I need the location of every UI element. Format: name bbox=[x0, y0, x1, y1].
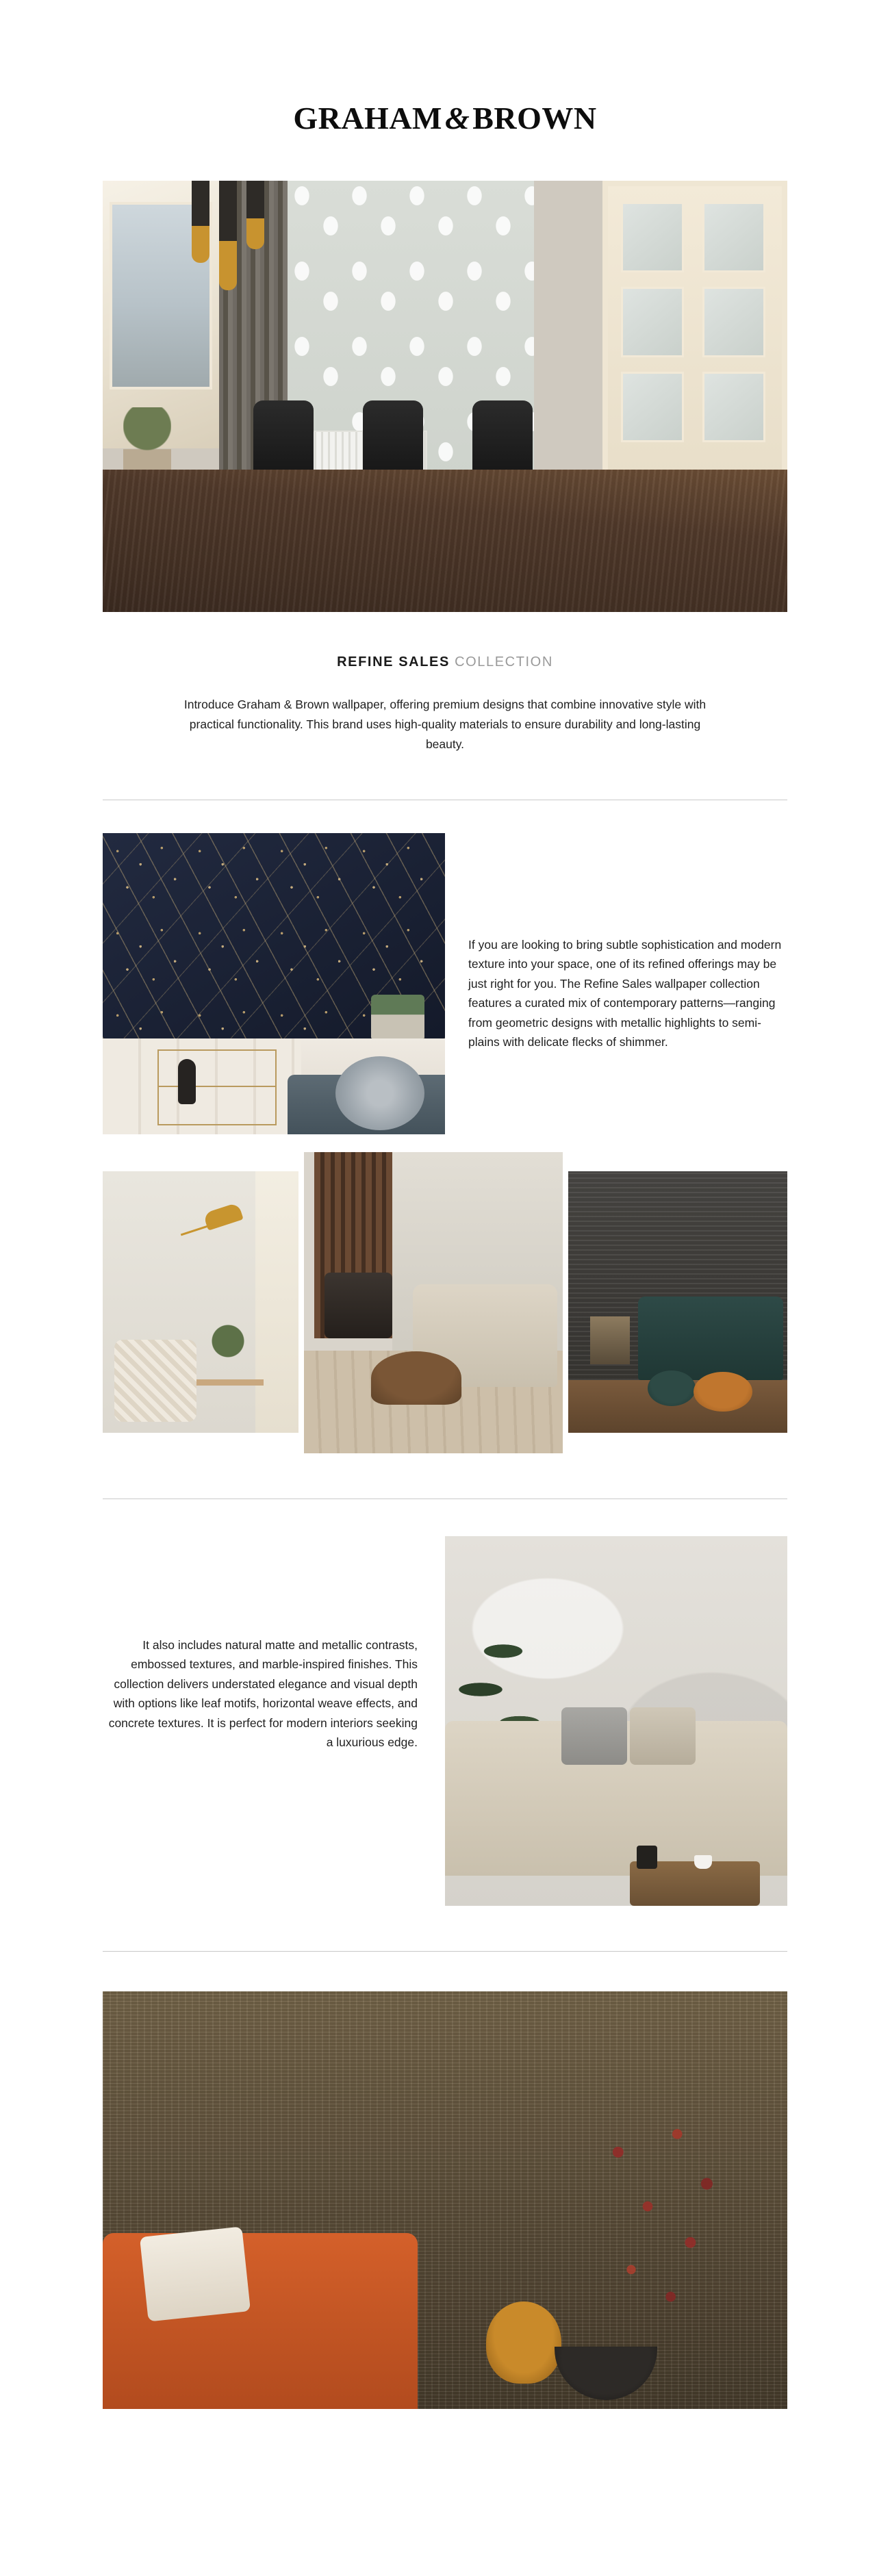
paragraph-left: It also includes natural matte and metallic contrasts, embossed textures, and marble-inspired finishes. This collection delivers understated elegance and visual depth with options like leaf motifs, horizontal weave effects, and concrete textures. It is perfect for modern interiors seeking a luxurious edge. bbox=[108, 1638, 418, 1749]
white-cushion bbox=[140, 2227, 251, 2322]
brand-ampersand: & bbox=[444, 101, 470, 136]
paragraph-right: If you are looking to bring subtle sophistication and modern texture into your space, one of its refined offerings may be just right for you. The Refine Sales wallpaper collection features a curated mix of contemporary patterns—ranging from geometric designs with metallic highlights to semi-plains with delicate flecks of shimmer. bbox=[468, 938, 782, 1049]
image-triptych bbox=[103, 1171, 787, 1453]
round-cushion bbox=[335, 1056, 424, 1130]
brand-name-part2: BROWN bbox=[472, 101, 597, 136]
green-pouf bbox=[648, 1370, 696, 1406]
floral-wallpaper-image bbox=[103, 833, 445, 1038]
pendant-lamp bbox=[219, 181, 237, 290]
desk-lamp-image bbox=[103, 1171, 298, 1433]
door-pane bbox=[702, 202, 765, 272]
dining-chairs bbox=[325, 1273, 392, 1339]
bottom-spacer bbox=[0, 2409, 890, 2546]
amber-vase bbox=[486, 2301, 561, 2384]
section-title-light: COLLECTION bbox=[455, 654, 553, 669]
chair bbox=[114, 1340, 196, 1422]
grey-cushion bbox=[561, 1707, 627, 1765]
beige-cushion bbox=[630, 1707, 696, 1765]
door-pane bbox=[621, 287, 684, 357]
neutral-sofa-image bbox=[445, 1536, 787, 1906]
plant-pot bbox=[371, 995, 424, 1038]
shelf-unit bbox=[157, 1049, 277, 1125]
content-row-image-right bbox=[103, 1536, 787, 1906]
final-image-wrap bbox=[103, 1991, 787, 2409]
section-title bbox=[0, 654, 890, 670]
brand-name-part1: GRAHAM bbox=[293, 101, 442, 136]
dining-table bbox=[103, 470, 787, 612]
door-pane bbox=[621, 202, 684, 272]
plant bbox=[208, 1322, 248, 1370]
side-table bbox=[590, 1316, 630, 1364]
pendant-lamp bbox=[246, 181, 264, 249]
pendant-lamp bbox=[192, 181, 209, 263]
vase bbox=[178, 1059, 196, 1104]
image-stack bbox=[103, 833, 445, 1134]
wall-panel bbox=[255, 1171, 298, 1433]
door-pane bbox=[702, 287, 765, 357]
coffee-table bbox=[371, 1351, 461, 1405]
copper-pouf bbox=[694, 1372, 752, 1412]
hero-scene bbox=[103, 181, 787, 612]
intro-paragraph: Introduce Graham & Brown wallpaper, offering premium designs that combine innovative style with practical functionality. This brand uses high-quality materials to ensure durability and long-lasting beauty. bbox=[183, 698, 707, 751]
green-sofa bbox=[638, 1297, 783, 1380]
grasscloth-wallpaper-image bbox=[103, 1991, 787, 2409]
door-pane bbox=[702, 372, 765, 442]
dark-wall-green-sofa-image bbox=[568, 1171, 787, 1433]
brand-header bbox=[0, 0, 890, 181]
content-row-image-left bbox=[103, 833, 787, 1134]
shelf-sofa-image bbox=[103, 1038, 445, 1134]
cup bbox=[694, 1855, 712, 1869]
divider bbox=[103, 1951, 787, 1952]
section-title-strong: REFINE SALES bbox=[337, 654, 450, 669]
kettle bbox=[637, 1846, 657, 1869]
hero-image bbox=[103, 181, 787, 612]
door-pane bbox=[621, 372, 684, 442]
slat-wall-living-room-image bbox=[304, 1152, 563, 1453]
hero-image-wrap bbox=[103, 181, 787, 612]
brand-logo[interactable] bbox=[293, 103, 596, 134]
dried-foliage bbox=[582, 2116, 746, 2342]
